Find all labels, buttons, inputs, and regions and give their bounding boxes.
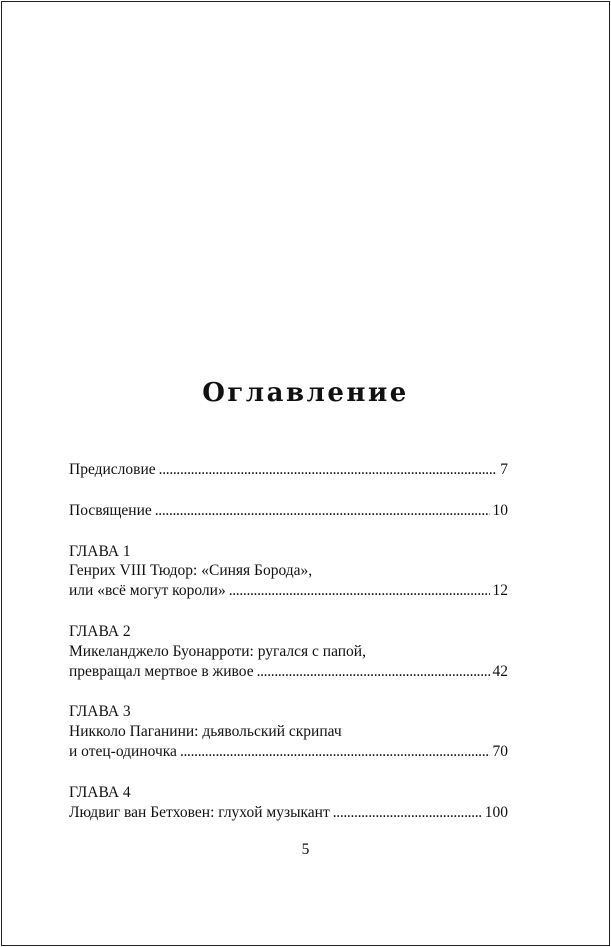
entry-title: превращал мертвое в живое: [69, 662, 254, 680]
chapter-label: ГЛАВА 4: [69, 783, 131, 801]
toc-entry-chapter-4[interactable]: [69, 783, 508, 823]
dot-leader: [257, 662, 490, 682]
toc-entry-chapter-2[interactable]: [69, 622, 508, 681]
toc-entry-chapter-1[interactable]: [69, 542, 508, 601]
chapter-label: ГЛАВА 2: [69, 622, 131, 640]
dot-leader: [333, 803, 482, 823]
entry-page: 70: [492, 742, 508, 760]
entry-page: 10: [492, 501, 508, 519]
entry-title: Людвиг ван Бетховен: глухой музыкант: [69, 803, 330, 821]
page-number: 5: [301, 841, 310, 858]
entry-title: и отец-одиночка: [69, 742, 177, 760]
toc-entry-dedication[interactable]: [69, 501, 508, 521]
dot-leader: [229, 581, 490, 601]
chapter-label: ГЛАВА 1: [69, 542, 131, 560]
entry-page: 7: [500, 461, 508, 478]
toc-entry-preface[interactable]: [69, 460, 508, 480]
toc-entry-chapter-3[interactable]: [69, 702, 508, 761]
entry-page: 12: [492, 582, 508, 600]
entry-title: Предисловие: [69, 461, 156, 478]
entry-page: 100: [484, 803, 508, 821]
table-of-contents: [69, 460, 508, 843]
dot-leader: [180, 742, 490, 762]
dot-leader: [155, 501, 490, 521]
entry-title: Посвящение: [69, 501, 152, 519]
chapter-label: ГЛАВА 3: [69, 703, 131, 721]
dot-leader: [159, 460, 498, 480]
entry-title-line: Генрих VIII Тюдор: «Синяя Борода»,: [69, 562, 313, 580]
entry-page: 42: [492, 662, 508, 680]
entry-title: или «всё могут короли»: [69, 582, 226, 600]
page-title: Оглавление: [202, 378, 409, 408]
entry-title-line: Микеланджело Буонарроти: ругался с папой,: [69, 642, 366, 660]
entry-title-line: Никколо Паганини: дьявольский скрипач: [69, 723, 342, 741]
